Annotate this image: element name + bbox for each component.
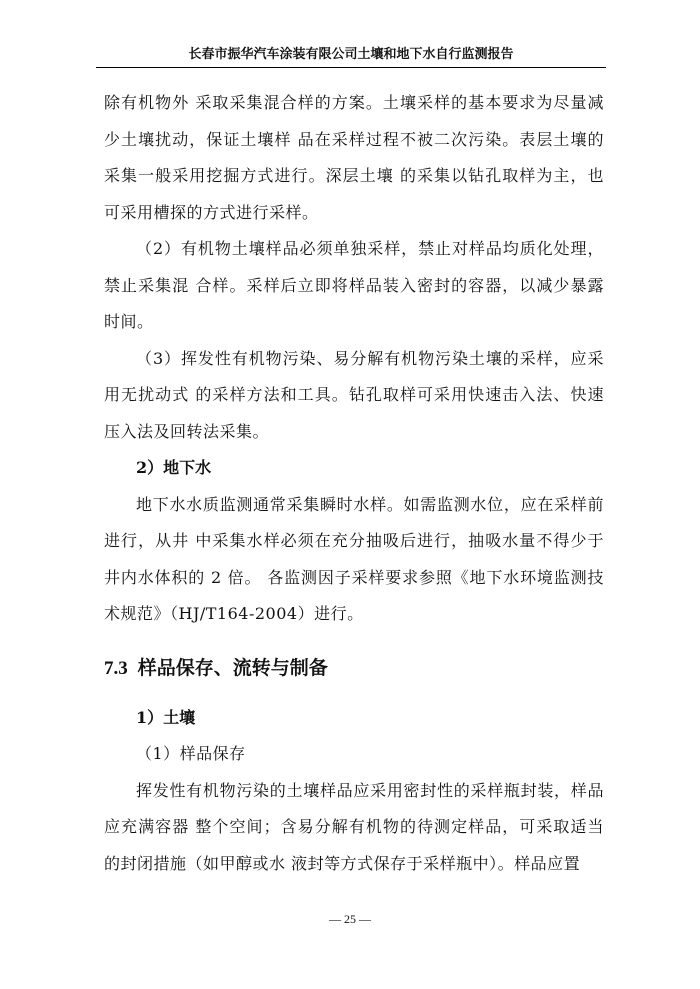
section-title: 样品保存、流转与制备 xyxy=(137,656,328,679)
running-header: 长春市振华汽车涂装有限公司土壤和地下水自行监测报告 xyxy=(188,47,514,62)
paragraph-volatile-sampling: （3）挥发性有机物污染、易分解有机物污染土壤的采样，应采用无扰动式 的采样方法和工具。钻孔取样可采用快速击入法、快速压入法及回转法采集。 xyxy=(104,348,604,441)
subheading-soil: 1）土壤 xyxy=(136,707,196,727)
page-number: — 25 — xyxy=(329,912,371,926)
paragraph-sample-storage: 挥发性有机物污染的土壤样品应采用密封性的采样瓶封装，样品应充满容器 整个空间；含易分解有机物的待测定样品，可采取适当的封闭措施（如甲醇或水 液封等方式保存于采样瓶中）。样品应置 xyxy=(104,780,604,873)
header-rule xyxy=(96,67,606,68)
paragraph-groundwater: 地下水水质监测通常采集瞬时水样。如需监测水位，应在采样前进行，从井 中采集水样必须在充分抽吸后进行，抽吸水量不得少于井内水体积的 2 倍。 各监测因子采样要求参照《地下水环境监测技术规范》（HJ/T164-2004）进行。 xyxy=(104,494,604,623)
item-sample-storage: （1）样品保存 xyxy=(136,744,246,763)
paragraph-soil-sampling: 除有机物外 采取采集混合样的方案。土壤采样的基本要求为尽量减少土壤扰动，保证土壤样 品在采样过程不被二次污染。表层土壤的采集一般采用挖掘方式进行。深层土壤 的采集以钻孔取样为主，也可采用槽探的方式进行采样。 xyxy=(104,93,604,222)
page-body xyxy=(104,85,604,882)
paragraph-organic-sampling: （2）有机物土壤样品必须单独采样，禁止对样品均质化处理，禁止采集混 合样。采样后立即将样品装入密封的容器，以减少暴露时间。 xyxy=(104,239,604,331)
section-heading xyxy=(104,647,604,690)
section-number: 7.3 xyxy=(104,657,128,679)
subheading-groundwater: 2）地下水 xyxy=(136,458,212,477)
